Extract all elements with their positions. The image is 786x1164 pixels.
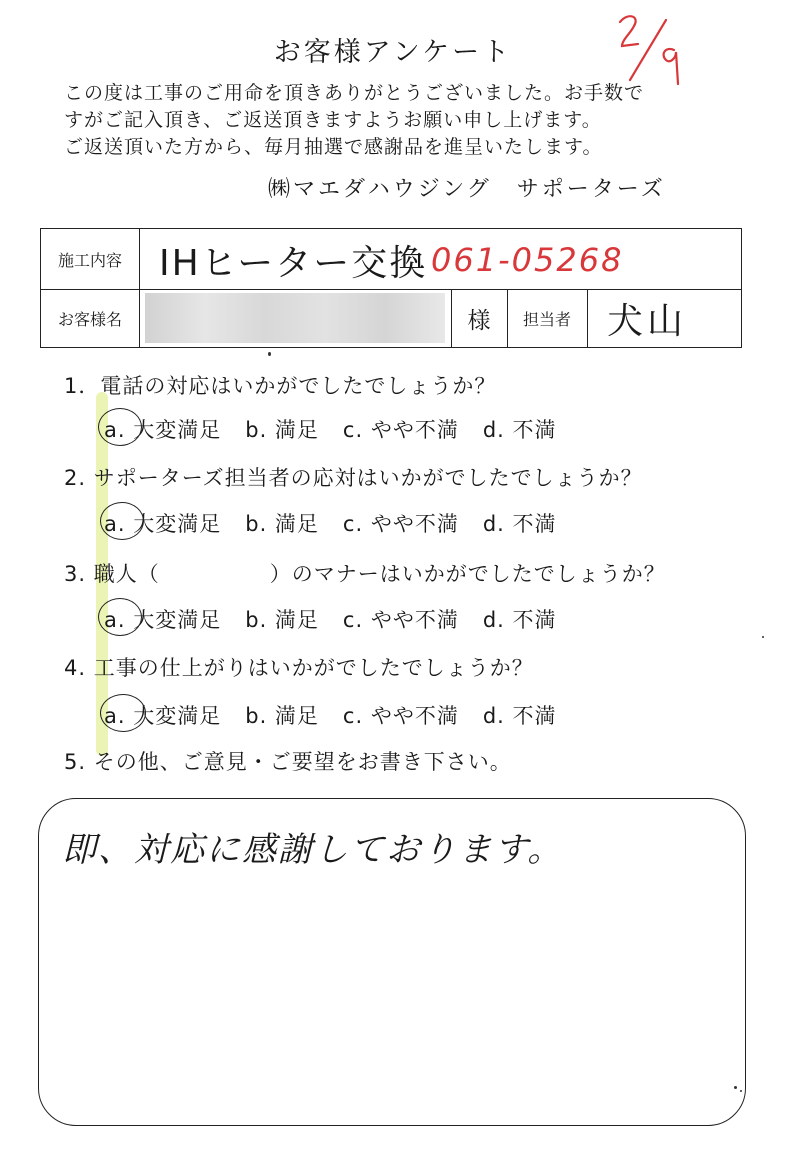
answer-row-4 — [104, 700, 581, 730]
survey-title: お客様アンケート — [273, 37, 513, 68]
question-5: 5. その他、ご意見・ご要望をお書き下さい。 — [64, 750, 512, 774]
stray-mark — [268, 352, 271, 356]
option-d[interactable]: d. 不満 — [482, 608, 557, 632]
work-row — [41, 229, 741, 290]
handwritten-date — [608, 8, 698, 88]
option-c[interactable]: c. やや不満 — [342, 418, 459, 442]
question-4: 4. 工事の仕上がりはいかがでしたでしょうか？ — [64, 656, 534, 680]
selected-circle-q4 — [100, 694, 146, 732]
option-b[interactable]: b. 満足 — [245, 418, 319, 442]
staff-value: 犬山 — [607, 301, 688, 342]
intro-line: この度は工事のご用命を頂きありがとうございました。お手数で — [64, 82, 645, 104]
question-2: 2. サポーターズ担当者の応対はいかがでしたでしょうか？ — [64, 466, 643, 490]
work-label: 施工内容 — [57, 250, 122, 270]
option-a[interactable]: a. 大変満足 — [104, 704, 222, 728]
option-d[interactable]: d. 不満 — [482, 418, 557, 442]
option-c[interactable]: c. やや不満 — [342, 512, 459, 536]
answer-row-1 — [104, 414, 581, 444]
redacted-customer-name — [145, 293, 445, 343]
option-d[interactable]: d. 不満 — [482, 704, 557, 728]
option-d[interactable]: d. 不満 — [482, 512, 557, 536]
selected-circle-q1 — [98, 408, 142, 446]
option-a[interactable]: a. 大変満足 — [104, 608, 222, 632]
option-a[interactable]: a. 大変満足 — [104, 512, 222, 536]
customer-label: お客様名 — [57, 309, 122, 329]
intro-line: ご返送頂いた方から、毎月抽選で感謝品を進呈いたします。 — [64, 136, 603, 158]
option-b[interactable]: b. 満足 — [245, 704, 319, 728]
stray-mark — [762, 636, 764, 638]
intro-text — [64, 80, 644, 161]
work-value: IHヒーター交換 — [159, 243, 428, 284]
selected-circle-q2 — [100, 502, 144, 540]
info-table — [40, 228, 742, 348]
selected-circle-q3 — [98, 598, 142, 636]
answer-row-2 — [104, 508, 581, 538]
intro-line: すがご記入頂き、ご返送頂きますようお願い申し上げます。 — [64, 109, 602, 131]
comment-text: 即、対応に感謝しております。 — [62, 830, 564, 870]
company-name: ㈱マエダハウジング サポーターズ — [268, 177, 666, 202]
option-c[interactable]: c. やや不満 — [342, 704, 459, 728]
answer-row-3 — [104, 604, 581, 634]
stray-mark — [740, 1090, 742, 1092]
option-b[interactable]: b. 満足 — [245, 608, 319, 632]
option-b[interactable]: b. 満足 — [245, 512, 319, 536]
honorific: 様 — [467, 307, 491, 334]
stray-mark — [734, 1086, 737, 1089]
work-number: 061-05268 — [431, 241, 624, 279]
question-1: 1．電話の対応はいかがでしたでしょうか？ — [64, 374, 497, 398]
question-3: 3. 職人（ ）のマナーはいかがでしたでしょうか？ — [64, 562, 666, 586]
option-a[interactable]: a. 大変満足 — [104, 418, 222, 442]
option-c[interactable]: c. やや不満 — [342, 608, 459, 632]
customer-row — [41, 289, 741, 347]
staff-label: 担当者 — [522, 309, 571, 329]
